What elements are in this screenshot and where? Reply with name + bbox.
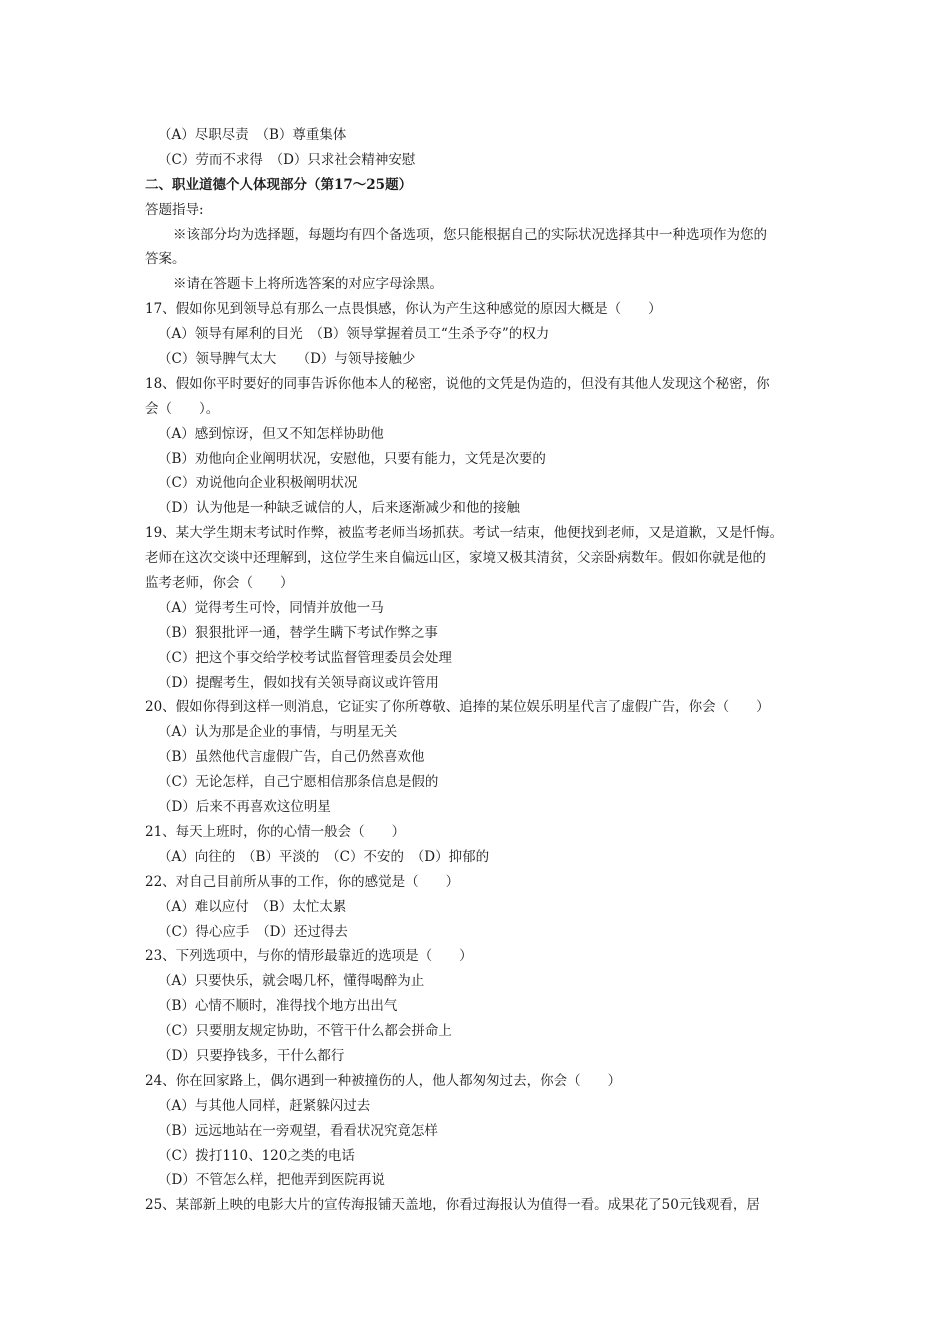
instruction-line: ※该部分均为选择题，每题均有四个备选项，您只能根据自己的实际状况选择其中一种选项作为您的 [173,226,767,243]
question-19-cont: 监考老师，你会（ ） [145,575,294,592]
option-line: （C）把这个事交给学校考试监督管理委员会处理 [158,649,452,666]
question-20: 20、假如你得到这样一则消息，它证实了你所尊敬、追捧的某位娱乐明星代言了虚假广告，你会（ ） [145,699,770,716]
question-17: 17、假如你见到领导总有那么一点畏惧感，你认为产生这种感觉的原因大概是（ ） [145,301,662,318]
option-line: （A）认为那是企业的事情，与明星无关 [158,724,398,741]
question-24: 24、你在回家路上，偶尔遇到一种被撞伤的人，他人都匆匆过去，你会（ ） [145,1072,622,1089]
question-21: 21、每天上班时，你的心情一般会（ ） [145,823,406,840]
option-line: （A）只要快乐，就会喝几杯，懂得喝醉为止 [158,973,425,990]
option-line: （C）劳而不求得 （D）只求社会精神安慰 [158,151,416,168]
option-line: （C）无论怎样，自己宁愿相信那条信息是假的 [158,774,439,791]
question-18-cont: 会（ ）。 [145,400,220,417]
option-line: （D）不管怎么样，把他弄到医院再说 [158,1172,385,1189]
option-line: （D）提醒考生，假如找有关领导商议或许管用 [158,674,439,691]
option-line: （C）领导脾气太大 （D）与领导接触少 [158,351,416,368]
option-line: （A）难以应付 （B）太忙太累 [158,898,347,915]
option-line: （D）只要挣钱多，干什么都行 [158,1047,345,1064]
instruction-line: ※请在答题卡上将所选答案的对应字母涂黑。 [173,276,443,293]
question-18: 18、假如你平时要好的同事告诉你他本人的秘密，说他的文凭是伪造的，但没有其他人发现这个秘密，你 [145,375,770,392]
option-line: （A）尽职尽责 （B）尊重集体 [158,127,347,143]
option-line: （C）得心应手 （D）还过得去 [158,923,348,940]
option-line: （D）后来不再喜欢这位明星 [158,799,331,816]
instruction-line: 答案。 [145,251,186,268]
option-line: （B）心情不顺时，准得找个地方出出气 [158,998,398,1015]
question-19-cont: 老师在这次交谈中还理解到，这位学生来自偏远山区，家境又极其清贫，父亲卧病数年。假如你就是他的 [145,550,766,567]
section-heading: 二、职业道德个人体现部分（第17～25题） [145,176,413,193]
question-25: 25、某部新上映的电影大片的宣传海报铺天盖地，你看过海报认为值得一看。成果花了50元钱观看，居 [145,1197,760,1214]
question-19: 19、某大学生期末考试时作弊，被监考老师当场抓获。考试一结束，他便找到老师，又是道歉，又是忏悔。 [145,525,784,542]
option-line: （A）觉得考生可怜，同情并放他一马 [158,599,384,616]
option-line: （B）远远地站在一旁观望，看看状况究竟怎样 [158,1122,438,1139]
question-23: 23、下列选项中，与你的情形最靠近的选项是（ ） [145,948,473,965]
option-line: （A）领导有犀利的目光 （B）领导掌握着员工“生杀予夺”的权力 [158,326,550,343]
option-line: （C）拨打110、120之类的电话 [158,1147,355,1164]
document-body [145,123,810,1218]
option-line: （B）劝他向企业阐明状况，安慰他，只要有能力，文凭是次要的 [158,450,546,467]
option-line: （C）只要朋友规定协助，不管干什么都会拼命上 [158,1023,452,1040]
option-line: （A）感到惊讶，但又不知怎样协助他 [158,425,384,442]
question-22: 22、对自己目前所从事的工作，你的感觉是（ ） [145,873,460,890]
option-line: （C）劝说他向企业积极阐明状况 [158,475,358,492]
option-line: （A）与其他人同样，赶紧躲闪过去 [158,1097,371,1114]
option-line: （D）认为他是一种缺乏诚信的人，后来逐渐减少和他的接触 [158,500,520,517]
option-line: （B）虽然他代言虚假广告，自己仍然喜欢他 [158,749,425,766]
option-line: （B）狠狠批评一通，替学生瞒下考试作弊之事 [158,624,438,641]
option-line: （A）向往的 （B）平淡的 （C）不安的 （D）抑郁的 [158,848,490,865]
instruction-title: 答题指导: [145,201,204,218]
